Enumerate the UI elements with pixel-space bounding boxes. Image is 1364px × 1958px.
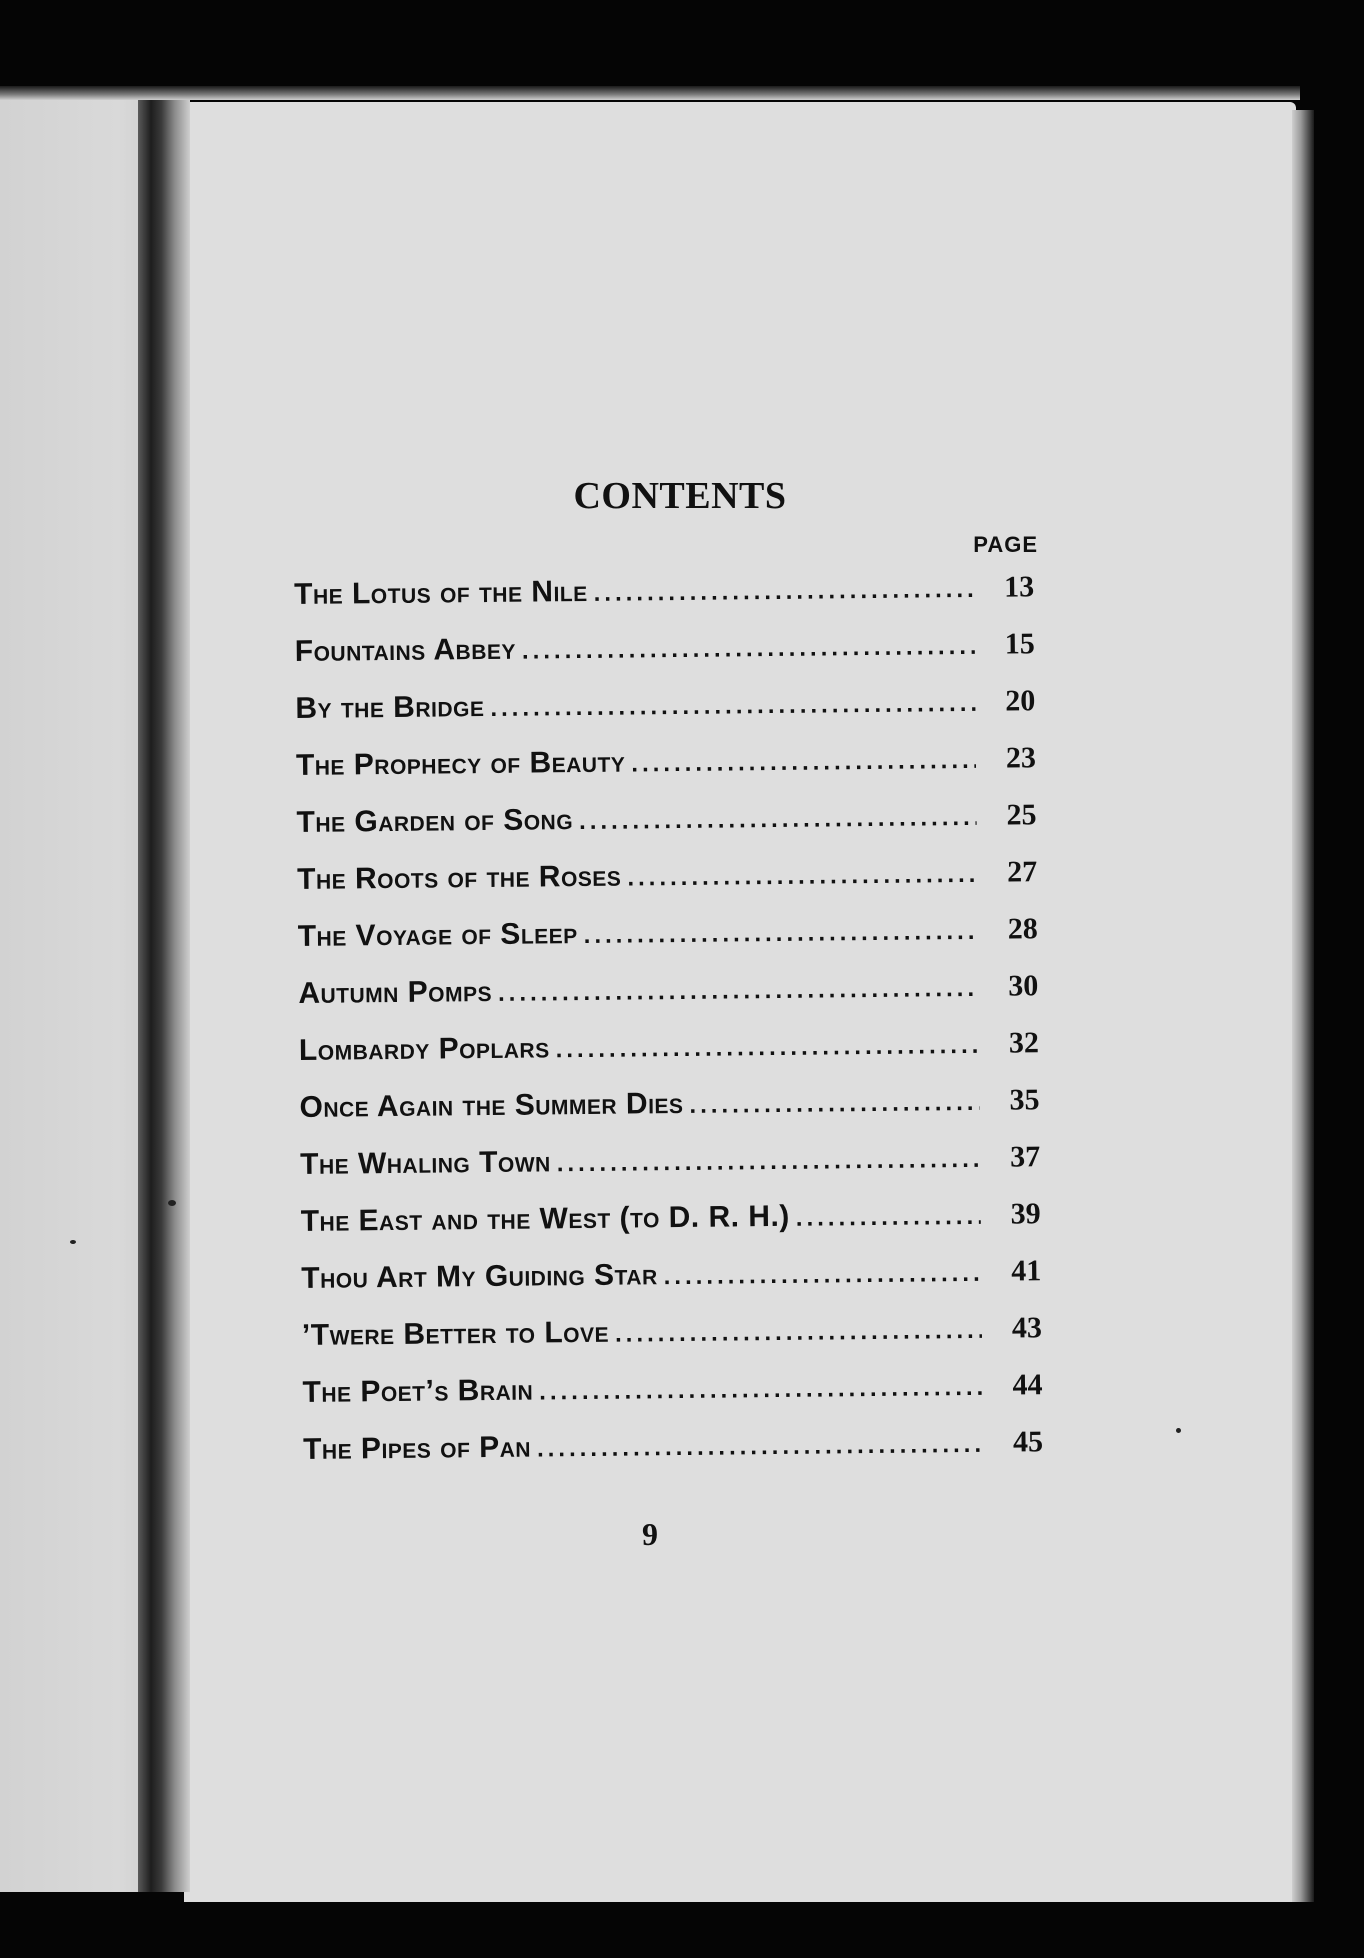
toc-entry-title: By the Bridge [295,690,485,725]
toc-entry [300,1140,1041,1205]
toc-entry-title: The Lotus of the Nile [294,574,588,611]
toc-entry-page: 32 [1008,1026,1040,1060]
dust-speck [1176,1428,1181,1433]
toc-entry-title: The Voyage of Sleep [297,917,578,953]
toc-entry-page: 41 [1011,1254,1042,1288]
page-column-label: PAGE [973,532,1038,557]
table-of-contents [294,570,1044,1490]
dot-leader [796,1203,981,1233]
book-gutter [138,92,190,1892]
dot-leader [522,633,975,666]
toc-entry [302,1368,1043,1433]
dot-leader [584,918,978,950]
toc-entry [295,684,1036,749]
dot-leader [631,747,976,779]
toc-entry [302,1311,1043,1376]
toc-entry [299,1026,1040,1091]
toc-entry-page: 45 [1012,1425,1044,1459]
page-number: 9 [642,1516,658,1552]
toc-entry-title: The Whaling Town [299,1145,551,1181]
dust-speck [70,1240,76,1244]
page-edge-shadow [1292,110,1314,1902]
toc-entry-page: 13 [1003,570,1035,604]
toc-entry-page: 43 [1011,1311,1043,1345]
toc-entry [296,741,1037,806]
dot-leader [594,576,975,608]
dust-speck [168,1200,176,1206]
toc-entry-title: The Garden of Song [296,803,574,839]
toc-entry-page: 30 [1008,969,1039,1003]
toc-entry-title: The Roots of the Roses [296,859,622,896]
dot-leader [490,690,975,723]
toc-entry [295,627,1036,692]
toc-entry [296,798,1037,863]
dot-leader [579,804,977,836]
toc-entry [298,969,1039,1034]
toc-entry-page: 35 [1009,1083,1040,1117]
toc-entry [294,570,1035,635]
contents-heading: CONTENTS [573,475,787,517]
dot-leader [664,1260,982,1291]
toc-entry [301,1254,1042,1319]
toc-entry-page: 20 [1005,684,1036,718]
toc-entry-page: 15 [1004,627,1035,661]
toc-entry [299,1083,1040,1148]
dot-leader [498,975,979,1008]
dot-leader [556,1032,980,1064]
dot-leader [557,1146,981,1178]
toc-entry-title: ’Twere Better to Love [301,1315,610,1352]
toc-entry-page: 27 [1006,855,1038,889]
toc-entry-page: 25 [1006,798,1037,832]
toc-entry-page: 44 [1012,1368,1043,1402]
dot-leader [689,1089,979,1120]
dot-leader [627,861,977,893]
top-edge-shadow [0,86,1300,100]
toc-entry-page: 39 [1010,1197,1041,1231]
toc-entry-title: The Pipes of Pan [302,1430,532,1466]
toc-entry [298,912,1039,977]
toc-entry-page: 37 [1009,1140,1041,1174]
toc-entry-title: Fountains Abbey [294,632,517,668]
dot-leader [615,1317,982,1349]
dot-leader [537,1431,983,1464]
toc-entry-title: The East and the West (to D. R. H.) [300,1199,790,1238]
toc-entry-title: The Poet’s Brain [302,1373,534,1409]
toc-entry [303,1425,1044,1490]
toc-entry-title: The Prophecy of Beauty [295,745,626,782]
toc-entry [301,1197,1042,1262]
toc-entry-page: 23 [1005,741,1037,775]
toc-entry-title: Once Again the Summer Dies [299,1086,684,1124]
toc-entry-title: Thou Art My Guiding Star [301,1258,658,1295]
toc-entry-title: Lombardy Poplars [298,1031,550,1067]
dot-leader [539,1374,983,1407]
toc-entry [297,855,1038,920]
toc-entry-page: 28 [1007,912,1038,946]
toc-entry-title: Autumn Pomps [298,974,493,1010]
